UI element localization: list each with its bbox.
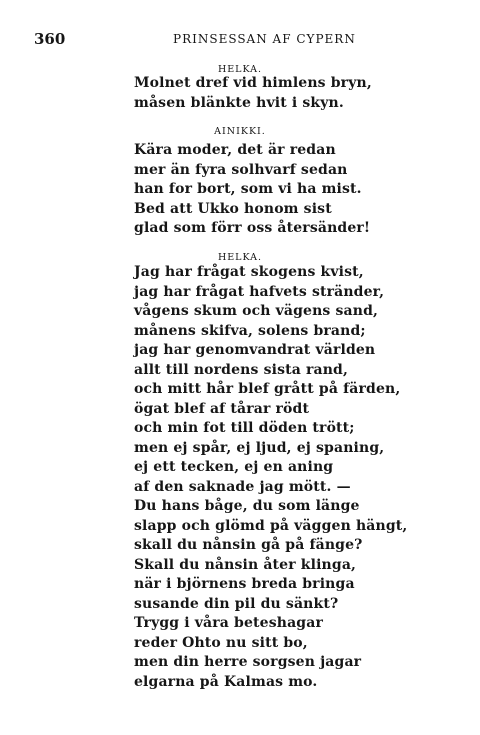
verse-line: men ej spår, ej ljud, ej spaning, [134,439,385,456]
verse-line: allt till nordens sista rand, [134,361,349,378]
stanza-helka-2 [134,263,407,692]
stanza-helka-1 [134,74,372,113]
verse-line: och min fot till döden trött; [134,420,355,436]
verse-line: Skall du nånsin åter klinga, [134,556,357,573]
verse-line: men din herre sorgsen jagar [134,654,362,670]
verse-line: och mitt hår blef grått på färden, [134,381,401,397]
verse-line: Bed att Ukko honom sist [134,200,332,217]
verse-line: Kära moder, det är redan [134,142,336,158]
verse-line: han for bort, som vi ha mist. [134,181,362,197]
speaker-heading-helka: HELKA. [217,252,263,263]
verse-line: glad som förr oss återsänder! [134,220,371,236]
verse-line: månens skifva, solens brand; [134,322,366,339]
verse-line: reder Ohto nu sitt bo, [134,634,308,651]
verse-line: af den saknade jag mött. — [134,478,351,495]
verse-line: ögat blef af tårar rödt [134,400,310,417]
verse-line: när i björnens breda bringa [134,576,355,592]
running-title: PRINSESSAN AF CYPERN [173,32,356,46]
page-header [0,30,480,50]
verse-line: Trygg i våra beteshagar [134,615,323,631]
stanza-ainikki [134,141,370,239]
verse-line: mer än fyra solhvarf sedan [134,161,348,178]
verse-line: slapp och glömd på väggen hängt, [134,517,408,534]
verse-line: Du hans båge, du som länge [134,498,360,514]
verse-line: måsen blänkte hvit i skyn. [134,94,344,111]
speaker-heading-helka: HELKA. [217,64,263,75]
speaker-heading-ainikki: AINIKKI. [214,126,266,137]
verse-line: jag har genomvandrat världen [134,342,376,358]
verse-line: Jag har frågat skogens kvist, [134,264,364,280]
page-number: 360 [34,30,66,48]
verse-line: Molnet dref vid himlens bryn, [134,75,372,91]
verse-line: vågens skum och vägens sand, [134,303,379,319]
verse-line: elgarna på Kalmas mo. [134,673,318,690]
verse-line: susande din pil du sänkt? [134,595,339,612]
verse-line: ej ett tecken, ej en aning [134,459,334,475]
verse-line: jag har frågat hafvets stränder, [134,283,385,300]
verse-line: skall du nånsin gå på fänge? [134,537,363,553]
